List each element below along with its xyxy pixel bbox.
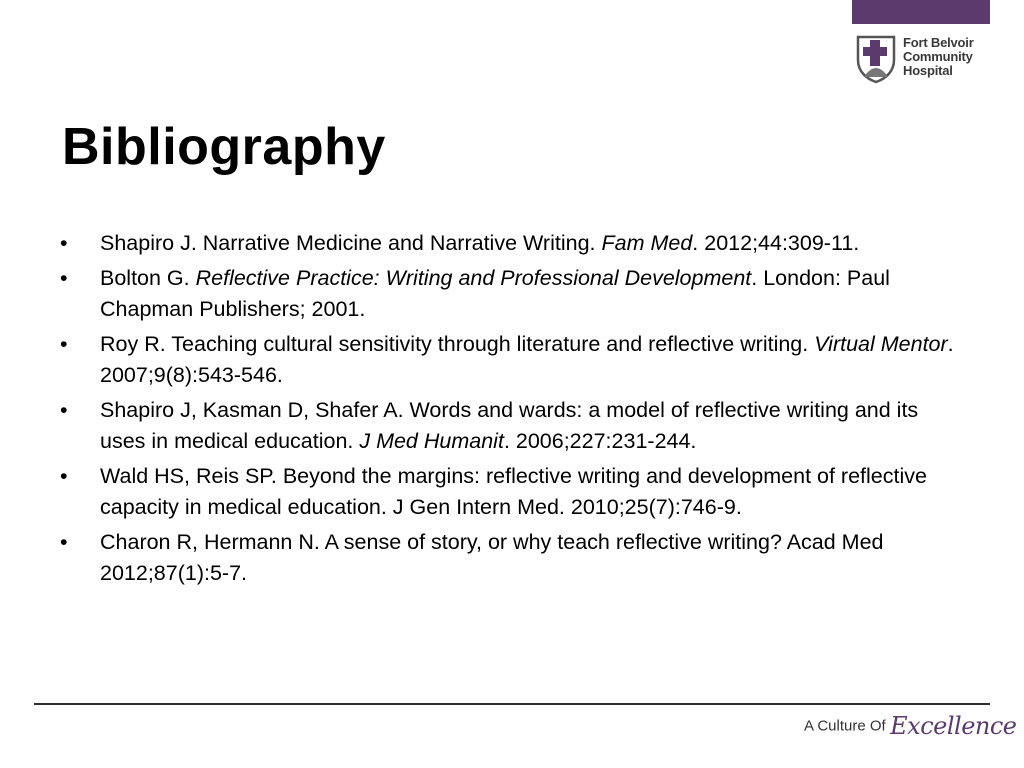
reference-text: Bolton G. (100, 266, 196, 290)
reference-details: . London: Paul Chapman Publishers; 2001. (100, 266, 890, 321)
reference-item (60, 461, 960, 523)
reference-text: Roy R. Teaching cultural sensitivity through literature and reflective writing. (100, 332, 815, 356)
bullet-marker: • (60, 530, 68, 554)
reference-item (60, 228, 960, 259)
reference-list (60, 228, 960, 593)
footer-divider (34, 703, 990, 705)
bullet-marker: • (60, 398, 68, 422)
logo-line: Hospital (903, 63, 953, 78)
reference-item (60, 329, 960, 391)
reference-details: . 2006;227:231-244. (503, 429, 697, 453)
reference-details: . 2012;44:309-11. (692, 231, 860, 255)
logo-text (903, 36, 974, 78)
tagline-prefix: A Culture Of (804, 717, 886, 735)
logo-line: Community (903, 49, 973, 64)
page-title: Bibliography (62, 118, 386, 176)
bullet-marker: • (60, 266, 68, 290)
reference-item (60, 263, 960, 325)
reference-journal: Virtual Mentor (814, 332, 948, 356)
hospital-logo (855, 34, 1005, 86)
top-accent-bar (852, 0, 990, 24)
reference-journal: Reflective Practice: Writing and Professional Development (195, 266, 752, 290)
reference-text: Charon R, Hermann N. A sense of story, or why teach reflective writing? Acad Med 2012;87(1):5-7. (100, 530, 884, 585)
footer-tagline (804, 712, 1017, 746)
tagline-word: Excellence (890, 712, 1017, 740)
reference-journal: Fam Med (601, 231, 693, 255)
cross-shield-icon (855, 34, 897, 84)
reference-item (60, 395, 960, 457)
reference-details: . 2007;9(8):543-546. (100, 332, 954, 387)
reference-text: Shapiro J, Kasman D, Shafer A. Words and wards: a model of reflective writing and its uses in medical education. (100, 398, 919, 453)
bullet-marker: • (60, 231, 68, 255)
bullet-marker: • (60, 332, 68, 356)
logo-line: Fort Belvoir (903, 35, 974, 50)
reference-item (60, 527, 960, 589)
reference-journal: J Med Humanit (359, 429, 504, 453)
reference-text: Wald HS, Reis SP. Beyond the margins: reflective writing and development of reflective capacity in medical education. J Gen Intern Med. 2010;25(7):746-9. (100, 464, 927, 519)
bullet-marker: • (60, 464, 68, 488)
reference-text: Shapiro J. Narrative Medicine and Narrative Writing. (100, 231, 602, 255)
